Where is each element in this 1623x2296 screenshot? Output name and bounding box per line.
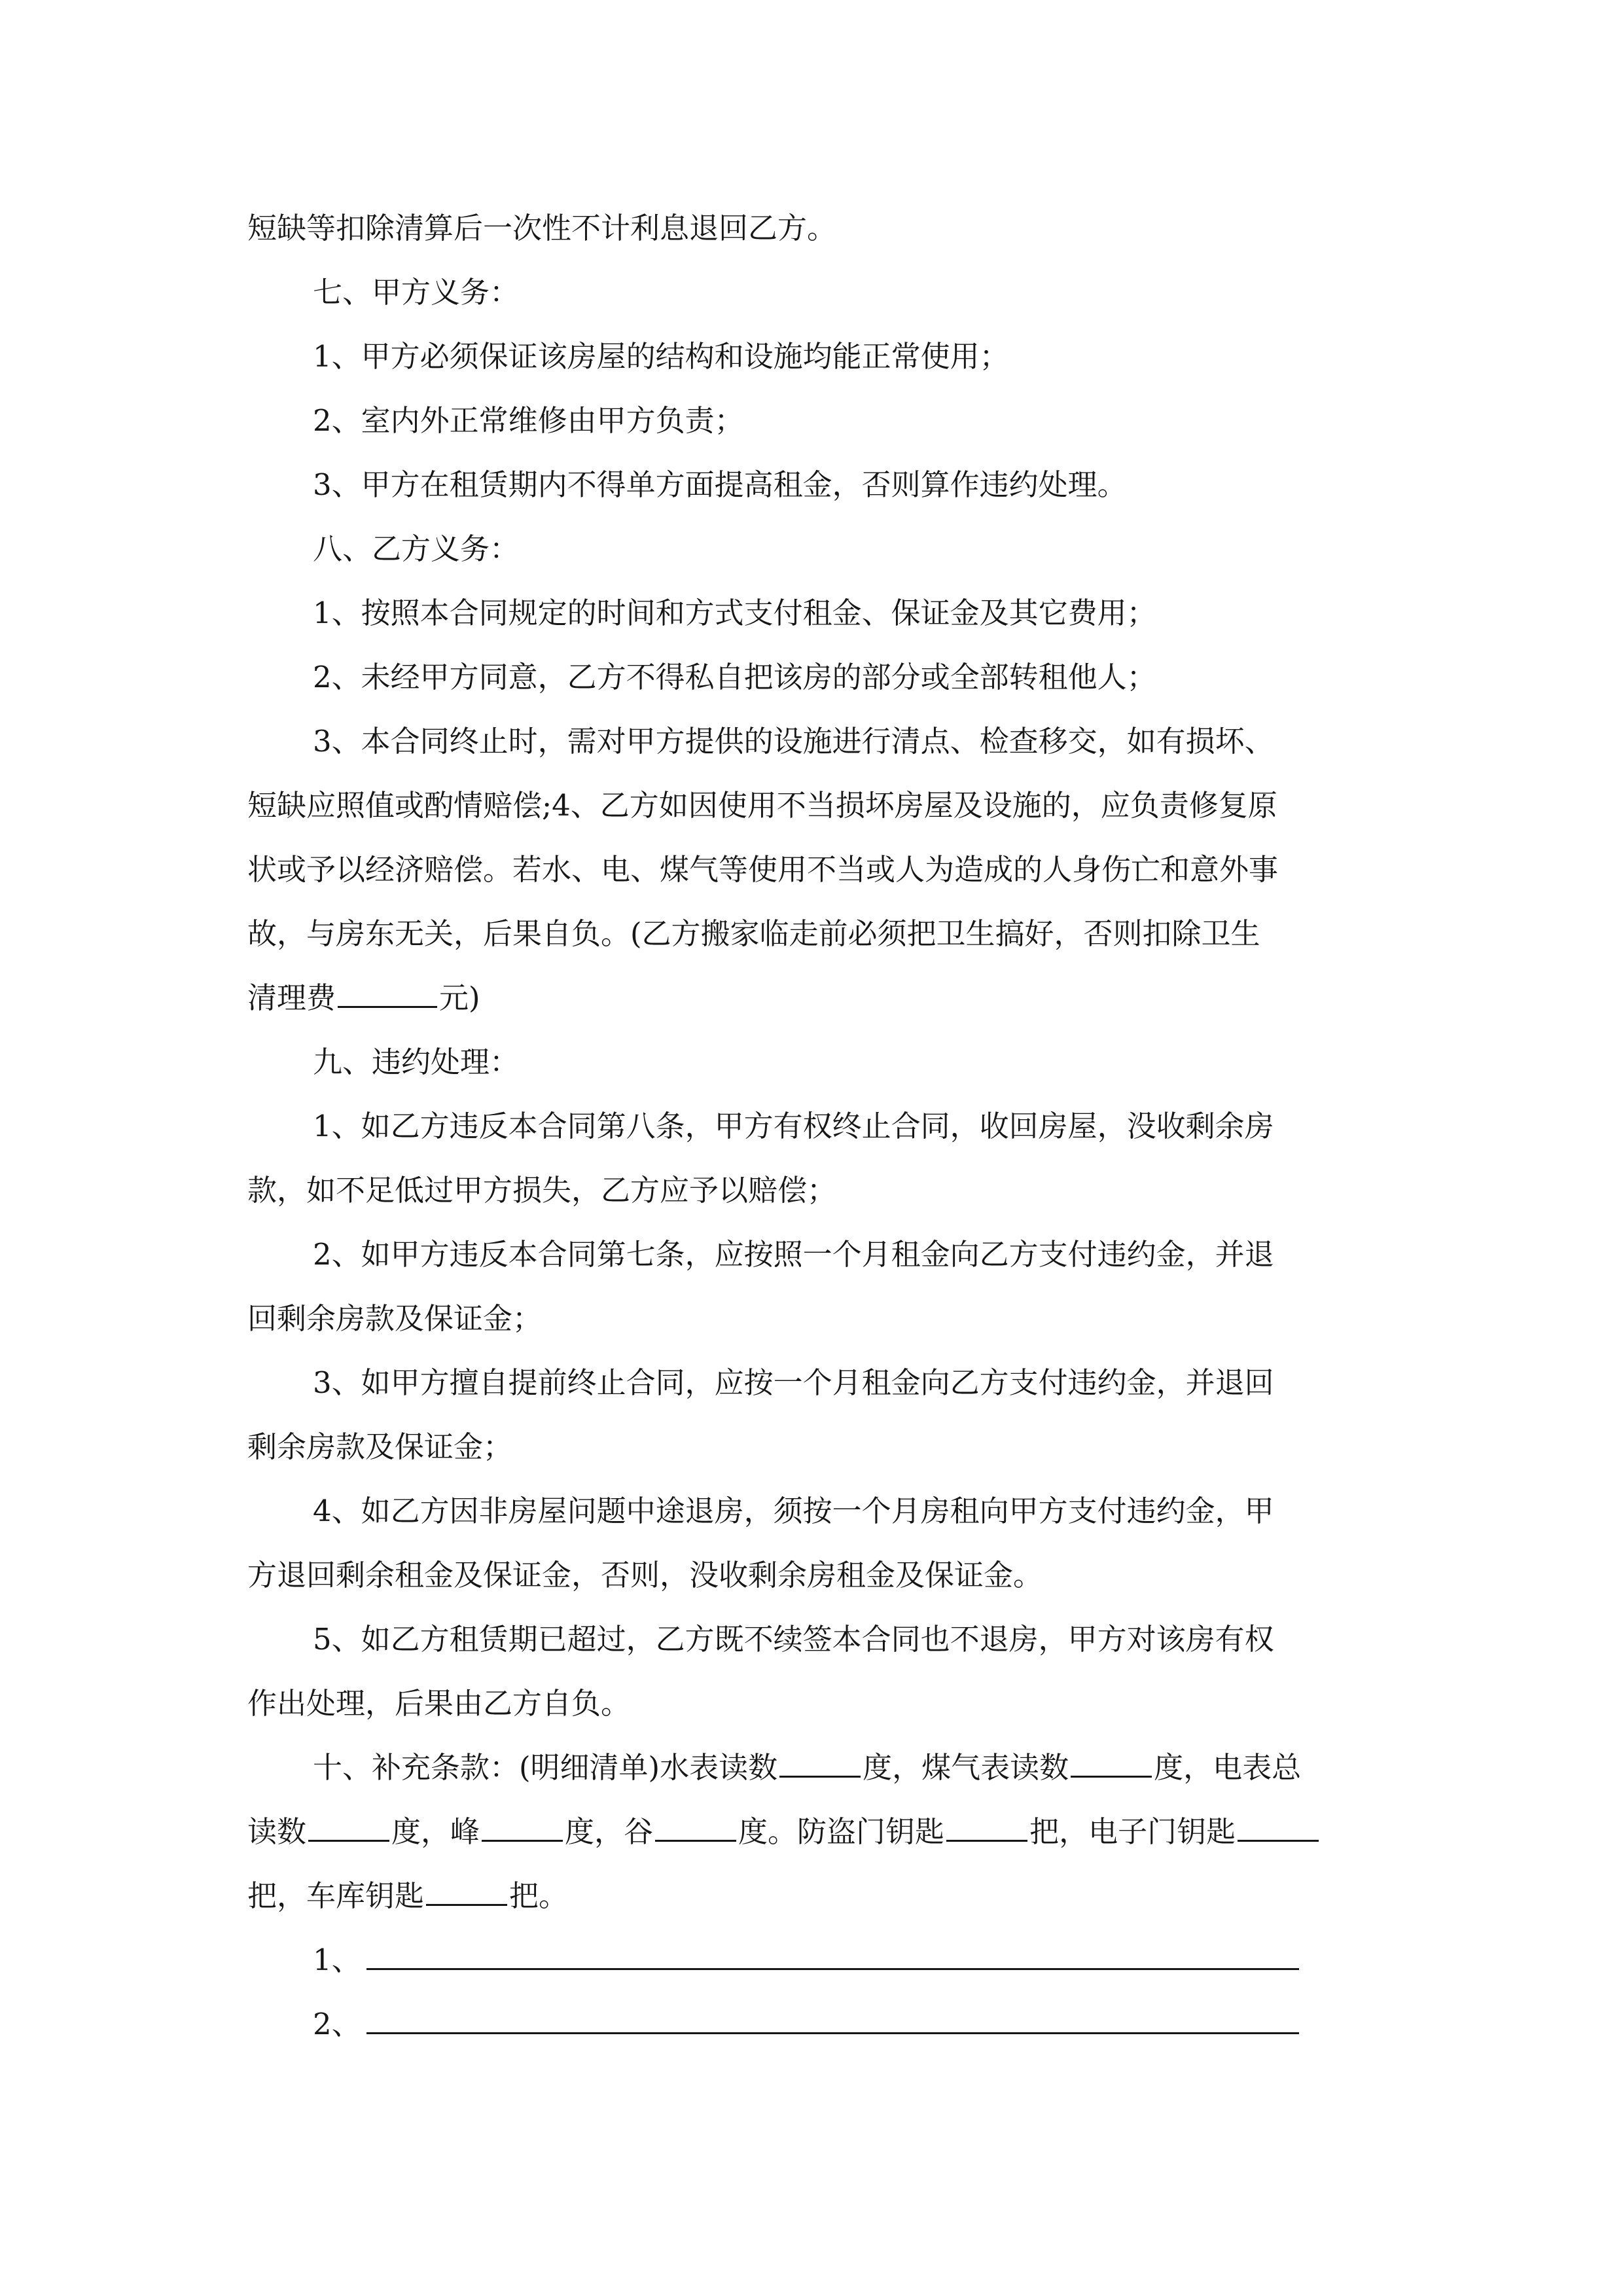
section-heading-10: 十、补充条款：(明细清单)水表读数 度，煤气表读数 度，电表总 bbox=[313, 1750, 1302, 1785]
clause-line: 款，如不足低过甲方损失，乙方应予以赔偿； bbox=[247, 1173, 837, 1208]
cleaning-fee-blank[interactable] bbox=[338, 979, 437, 1008]
clause-line: 把，车库钥匙 把。 bbox=[247, 1878, 569, 1913]
section-heading-7: 七、甲方义务： bbox=[313, 275, 520, 310]
electric-peak-blank[interactable] bbox=[482, 1813, 563, 1842]
clause-line: 2、室内外正常维修由甲方负责； bbox=[313, 403, 744, 438]
security-door-key-blank[interactable] bbox=[946, 1813, 1027, 1842]
section-heading-8: 八、乙方义务： bbox=[313, 531, 520, 566]
clause-line: 3、甲方在租赁期内不得单方面提高租金，否则算作违约处理。 bbox=[313, 467, 1127, 502]
clause-line: 1、甲方必须保证该房屋的结构和设施均能正常使用； bbox=[313, 339, 1009, 374]
supplementary-blank-2[interactable] bbox=[366, 2001, 1299, 2034]
clause-line: 2、如甲方违反本合同第七条，应按照一个月租金向乙方支付违约金，并退 bbox=[313, 1237, 1274, 1272]
gas-meter-blank[interactable] bbox=[1071, 1749, 1152, 1778]
clause-line: 回剩余房款及保证金； bbox=[247, 1301, 543, 1336]
supplementary-blank-1[interactable] bbox=[366, 1937, 1299, 1970]
clause-line: 故，与房东无关，后果自负。(乙方搬家临走前必须把卫生搞好，否则扣除卫生 bbox=[247, 916, 1260, 951]
clause-line: 清理费 元) bbox=[247, 980, 480, 1015]
clause-line: 3、如甲方擅自提前终止合同，应按一个月租金向乙方支付违约金，并退回 bbox=[313, 1365, 1274, 1400]
clause-line: 方退回剩余租金及保证金，否则，没收剩余房租金及保证金。 bbox=[247, 1558, 1043, 1592]
clause-line: 1、按照本合同规定的时间和方式支付租金、保证金及其它费用； bbox=[313, 596, 1156, 630]
clause-line: 剩余房款及保证金； bbox=[247, 1429, 513, 1464]
clause-line: 状或予以经济赔偿。若水、电、煤气等使用不当或人为造成的人身伤亡和意外事 bbox=[247, 852, 1279, 887]
paragraph-line: 短缺等扣除清算后一次性不计利息退回乙方。 bbox=[247, 211, 837, 245]
clause-line: 1、如乙方违反本合同第八条，甲方有权终止合同，收回房屋，没收剩余房 bbox=[313, 1109, 1274, 1143]
clause-line: 短缺应照值或酌情赔偿;4、乙方如因使用不当损坏房屋及设施的，应负责修复原 bbox=[247, 788, 1277, 823]
clause-line: 读数 度，峰 度，谷 度。防盗门钥匙 把，电子门钥匙 bbox=[247, 1800, 1321, 1864]
electric-valley-blank[interactable] bbox=[655, 1813, 736, 1842]
clause-line: 4、如乙方因非房屋问题中途退房，须按一个月房租向甲方支付违约金，甲 bbox=[313, 1494, 1274, 1528]
electric-total-blank[interactable] bbox=[308, 1813, 389, 1842]
clause-line: 作出处理，后果由乙方自负。 bbox=[247, 1686, 631, 1721]
garage-key-blank[interactable] bbox=[426, 1877, 507, 1906]
section-heading-9: 九、违约处理： bbox=[313, 1045, 520, 1079]
clause-line: 5、如乙方租赁期已超过，乙方既不续签本合同也不退房，甲方对该房有权 bbox=[313, 1622, 1274, 1657]
supplementary-item-1: 1、 bbox=[313, 1928, 1299, 1992]
supplementary-item-2: 2、 bbox=[313, 1992, 1299, 2056]
electronic-door-key-blank[interactable] bbox=[1238, 1813, 1319, 1842]
water-meter-blank[interactable] bbox=[779, 1749, 861, 1778]
clause-line: 2、未经甲方同意，乙方不得私自把该房的部分或全部转租他人； bbox=[313, 660, 1156, 694]
clause-line: 3、本合同终止时，需对甲方提供的设施进行清点、检查移交，如有损坏、 bbox=[313, 724, 1274, 759]
